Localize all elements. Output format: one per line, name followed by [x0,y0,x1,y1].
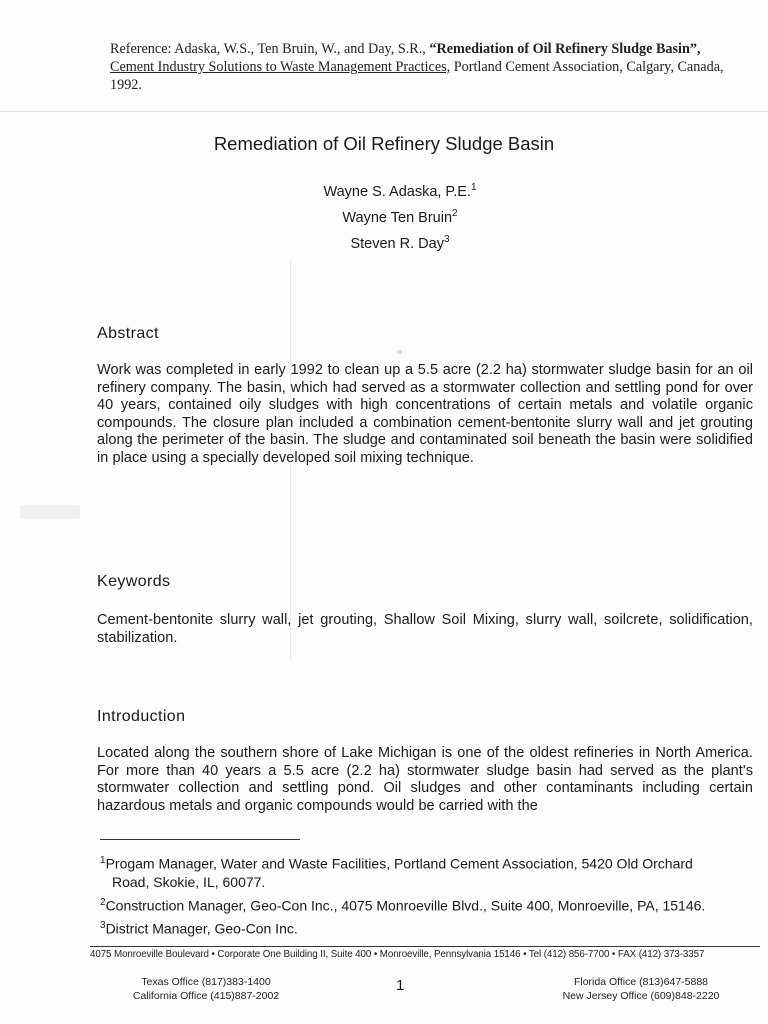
introduction-heading: Introduction [97,708,186,725]
footnote-mark: 1 [100,855,106,866]
page-number: 1 [396,977,405,994]
citation-publication: Cement Industry Solutions to Waste Management Practices, [110,59,451,75]
footnote-mark: 2 [100,897,106,908]
abstract-heading: Abstract [97,325,159,342]
citation-publisher: Portland Cement Association, Calgary, Canada, 1992. [110,59,724,93]
author-name: Steven R. Day [350,235,444,252]
author-name: Wayne Ten Bruin [342,209,453,226]
footnote-1 [100,852,760,891]
office-list-left [128,975,284,1003]
citation-reference [110,40,730,94]
footnote-text: District Manager, Geo-Con Inc. [105,920,298,937]
author-line [0,203,768,229]
author-name: Wayne S. Adaska, P.E. [323,183,471,200]
keywords-text: Cement-bentonite slurry wall, jet grouting, Shallow Soil Mixing, slurry wall, soilcrete, solidification, stabilization. [97,612,753,646]
author-footnote-mark: 3 [443,233,450,245]
citation-prefix: Reference: Adaska, W.S., Ten Bruin, W., and Day, S.R., [110,41,430,57]
footnote-rule [100,839,300,840]
scan-separator [0,111,768,112]
citation-title: “Remediation of Oil Refinery Sludge Basin”, [429,41,701,57]
keywords-heading: Keywords [97,573,171,590]
office-list-right [556,975,726,1003]
introduction-text: Located along the southern shore of Lake Michigan is one of the oldest refineries in North America. For more than 40 years a 5.5 acre (2.2 ha) stormwater sludge basin had served as the plant's stormwater collection and settling pond. Oil sludges and other contaminants including certain hazardous metals and organic compounds would be carried with the [97,745,753,814]
footnote-text: Progam Manager, Water and Waste Facilities, Portland Cement Association, 5420 Old Orchard [105,855,693,872]
author-line [0,229,768,255]
paper-title: Remediation of Oil Refinery Sludge Basin [213,133,555,154]
office-line: Florida Office (813)647-5888 [573,976,709,988]
abstract-text: Work was completed in early 1992 to clean up a 5.5 acre (2.2 ha) stormwater sludge basin for an oil refinery company. The basin, which had served as a stormwater collection and settling pond for over 40 years, contained oily sludges with high concentrations of certain metals and volatile organic compounds. The closure plan included a combination cement-bentonite slurry wall and jet grouting along the perimeter of the basin. The sludge and contaminated soil beneath the basin were solidified in place using a specially developed soil mixing technique. [97,362,753,466]
author-list [0,177,768,254]
scan-noise [290,260,291,660]
footnote-2 [100,894,760,915]
author-line [0,177,768,203]
scan-noise [20,505,80,519]
footnote-text-continued: Road, Skokie, IL, 60077. [112,873,266,890]
footnote-text: Construction Manager, Geo-Con Inc., 4075 Monroeville Blvd., Suite 400, Monroeville, PA, 15146. [105,897,706,914]
author-footnote-mark: 1 [470,182,477,193]
office-line: California Office (415)887-2002 [132,990,280,1002]
office-line: New Jersey Office (609)848-2220 [562,990,720,1002]
scan-noise [397,350,402,354]
footnote-mark: 3 [100,920,106,931]
footnote-3 [100,917,760,938]
office-line: Texas Office (817)383-1400 [141,976,271,988]
letterhead-address: 4075 Monroeville Boulevard • Corporate One Building II, Suite 400 • Monroeville, Pennsylvania 15146 • Tel (412) 856-7700 • FAX (412) 373-3357 [90,946,760,960]
author-footnote-mark: 2 [452,207,458,219]
